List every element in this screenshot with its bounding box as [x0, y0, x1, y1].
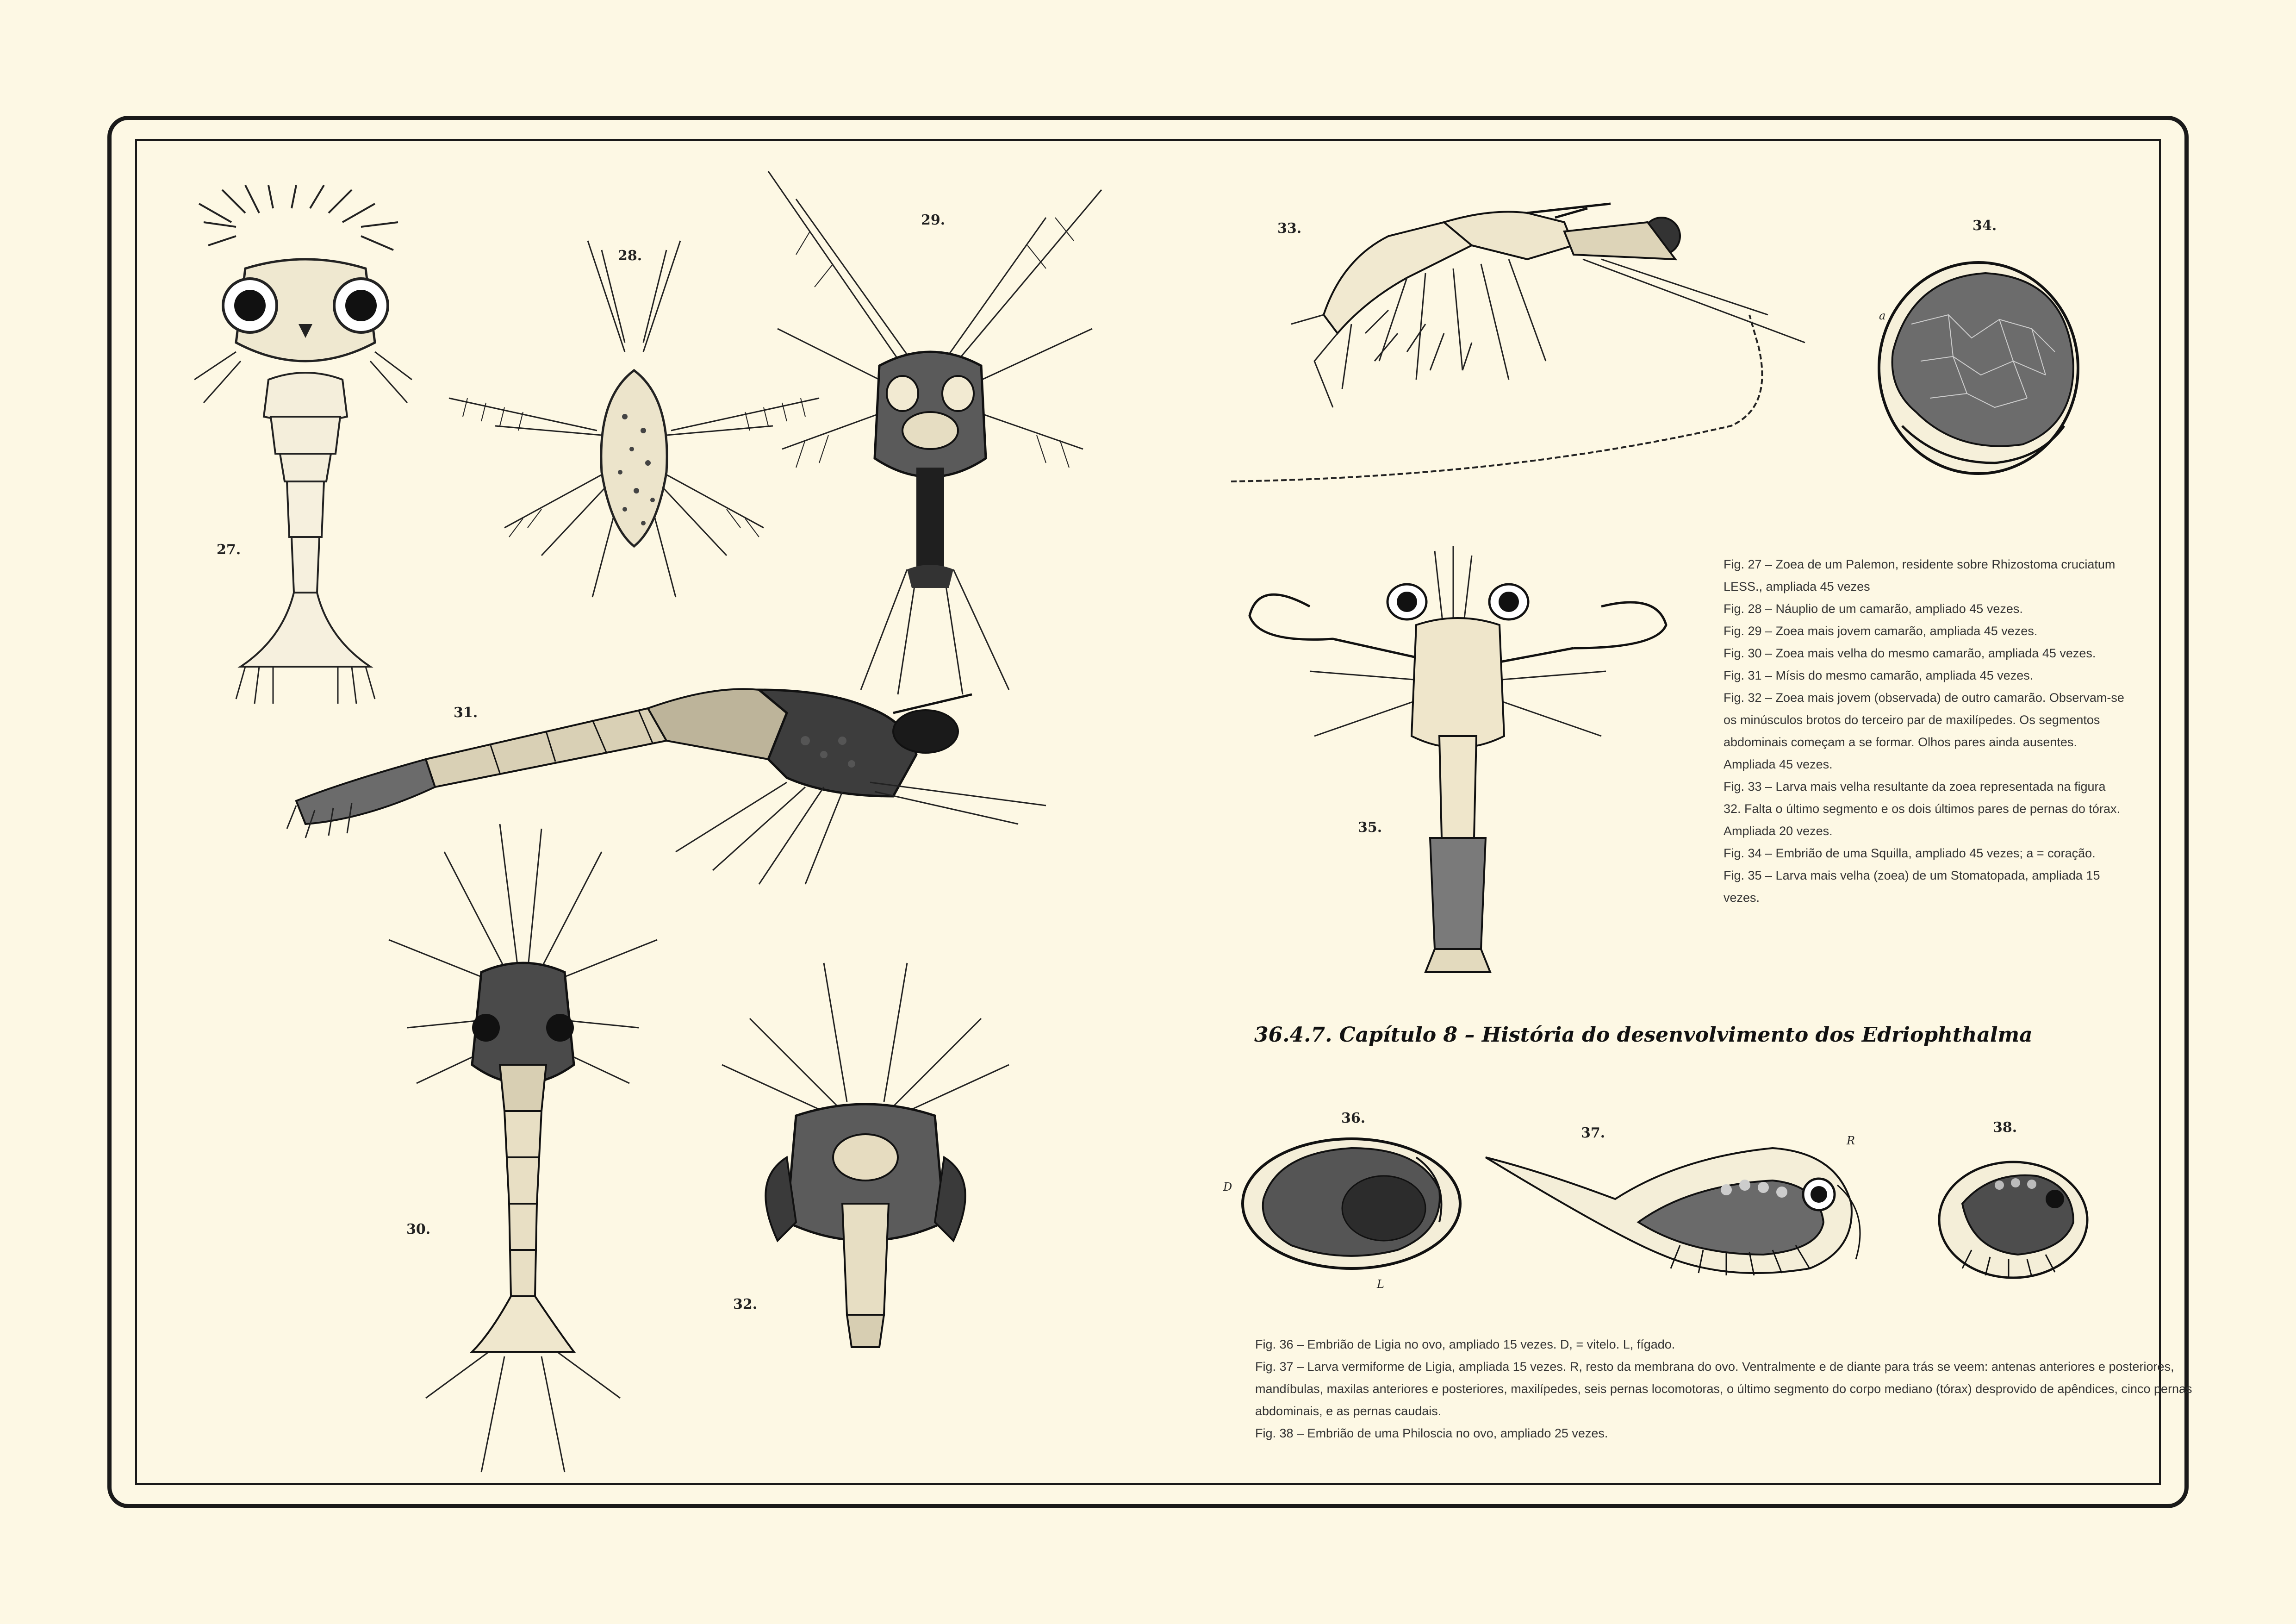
- caption-line: Fig. 28 – Náuplio de um camarão, ampliado 45 vezes.: [1724, 602, 2023, 616]
- figure-36-illustration: [1236, 1130, 1467, 1278]
- caption-line: Fig. 31 – Mísis do mesmo camarão, ampliada 45 vezes.: [1724, 668, 2034, 682]
- caption-line: Ampliada 45 vezes.: [1724, 757, 1833, 771]
- caption-line: os minúsculos brotos do terceiro par de maxilípedes. Os segmentos: [1724, 713, 2100, 727]
- figure-35-number: 35.: [1358, 819, 1382, 836]
- figure-33-illustration: [1231, 194, 1814, 491]
- figure-34-label-a: a: [1879, 309, 1886, 322]
- figure-34-number: 34.: [1972, 218, 1997, 234]
- figure-37-label-r: R: [1847, 1134, 1855, 1147]
- caption-line: mandíbulas, maxilas anteriores e posteriores, maxilípedes, seis pernas locomotoras, o último segmento do corpo mediano (tórax) desprovido de apêndices, cinco pernas: [1255, 1382, 2192, 1396]
- figure-30-number: 30.: [406, 1221, 431, 1237]
- figure-28-number: 28.: [618, 248, 642, 264]
- caption-line: vezes.: [1724, 891, 1760, 905]
- figure-32-number: 32.: [733, 1296, 758, 1312]
- caption-line: Fig. 29 – Zoea mais jovem camarão, ampliada 45 vezes.: [1724, 624, 2038, 638]
- figure-27-illustration: [176, 185, 435, 731]
- figure-32-illustration: [722, 963, 1009, 1370]
- figure-37-number: 37.: [1581, 1125, 1605, 1141]
- figure-38-number: 38.: [1993, 1119, 2017, 1136]
- caption-line: Fig. 32 – Zoea mais jovem (observada) de outro camarão. Observam-se: [1724, 691, 2124, 705]
- section-heading: 36.4.7. Capítulo 8 – História do desenvolvimento dos Edriophthalma: [1254, 1023, 2033, 1047]
- caption-line: Fig. 27 – Zoea de um Palemon, residente sobre Rhizostoma cruciatum: [1724, 557, 2116, 571]
- figure-31-number: 31.: [454, 705, 478, 721]
- figure-29-number: 29.: [921, 212, 946, 228]
- figure-33-number: 33.: [1277, 220, 1302, 237]
- caption-line: Ampliada 20 vezes.: [1724, 824, 1833, 838]
- caption-line: abdominais, e as pernas caudais.: [1255, 1404, 1442, 1418]
- caption-line: Fig. 37 – Larva vermiforme de Ligia, ampliada 15 vezes. R, resto da membrana do ovo. Ventralmente e de diante para trás se veem: antenas anteriores e posteriores,: [1255, 1360, 2174, 1374]
- caption-line: Fig. 38 – Embrião de uma Philoscia no ovo, ampliado 25 vezes.: [1255, 1426, 1608, 1440]
- caption-line: abdominais começam a se formar. Olhos pares ainda ausentes.: [1724, 735, 2077, 749]
- figure-34-illustration: [1874, 259, 2083, 477]
- figure-38-illustration: [1935, 1157, 2092, 1282]
- caption-line: 32. Falta o último segmento e os dois últimos pares de pernas do tórax.: [1724, 802, 2120, 816]
- figure-37-illustration: [1486, 1130, 1870, 1287]
- figure-36-label-d: D: [1223, 1181, 1232, 1193]
- figure-28-illustration: [449, 231, 819, 602]
- caption-line: Fig. 35 – Larva mais velha (zoea) de um Stomatopada, ampliada 15: [1724, 868, 2100, 882]
- figure-30-illustration: [389, 824, 657, 1472]
- figure-35-illustration: [1240, 542, 1675, 977]
- caption-line: Fig. 34 – Embrião de uma Squilla, ampliado 45 vezes; a = coração.: [1724, 846, 2096, 860]
- upper-caption-block: [1724, 553, 2124, 909]
- lower-caption-block: [1255, 1333, 2192, 1444]
- figure-36-number: 36.: [1341, 1110, 1366, 1126]
- figure-36-label-l: L: [1377, 1278, 1384, 1291]
- figure-29-illustration: [768, 171, 1101, 699]
- figure-27-number: 27.: [217, 542, 241, 558]
- caption-line: Fig. 33 – Larva mais velha resultante da zoea representada na figura: [1724, 780, 2106, 793]
- caption-line: Fig. 30 – Zoea mais velha do mesmo camarão, ampliada 45 vezes.: [1724, 646, 2096, 660]
- caption-line: Fig. 36 – Embrião de Ligia no ovo, ampliado 15 vezes. D, = vitelo. L, fígado.: [1255, 1337, 1675, 1351]
- caption-line: LESS., ampliada 45 vezes: [1724, 580, 1870, 593]
